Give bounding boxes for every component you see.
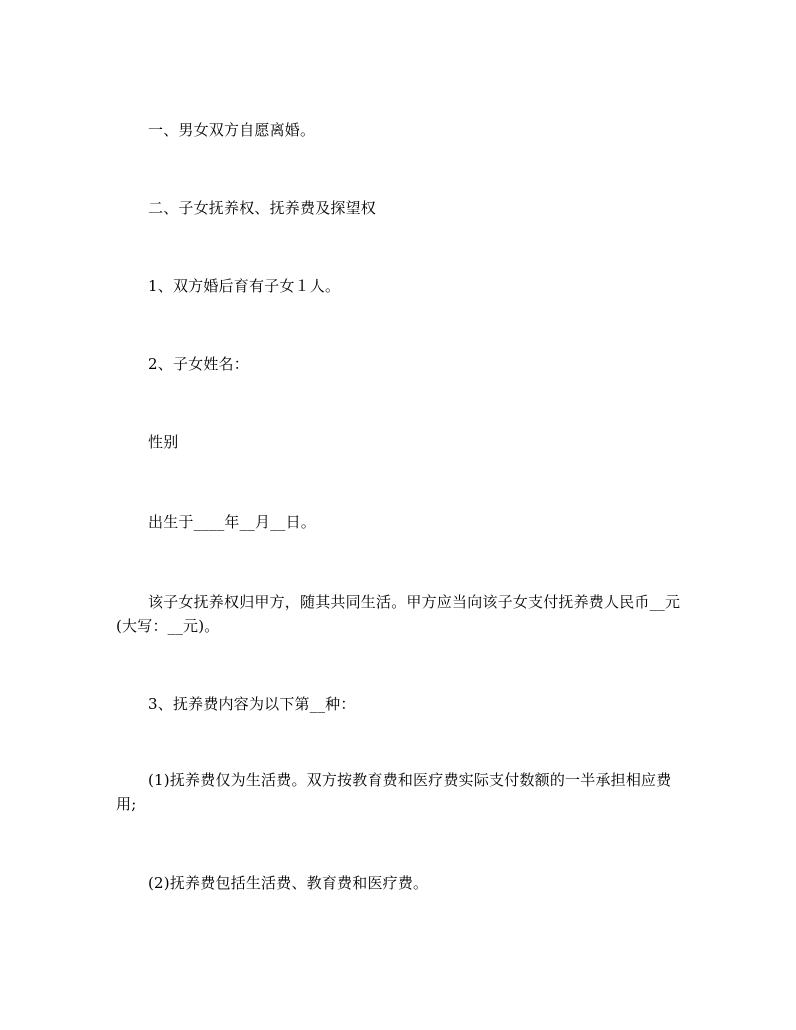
paragraph-support-option-1: (1)抚养费仅为生活费。双方按教育费和医疗费实际支付数额的一半承担相应费用; — [116, 771, 672, 813]
paragraph-custody-terms: 该子女抚养权归甲方，随其共同生活。甲方应当向该子女支付抚养费人民币__元(大写：__元)。 — [116, 593, 681, 635]
paragraph-support-content: 3、抚养费内容为以下第__种： — [148, 695, 356, 713]
paragraph-child-birthdate: 出生于____年__月__日。 — [148, 513, 317, 531]
paragraph-children-count: 1、双方婚后育有子女１人。 — [148, 277, 341, 295]
paragraph-child-gender: 性别 — [148, 433, 179, 451]
paragraph-child-name: 2、子女姓名： — [148, 355, 249, 373]
paragraph-divorce-agreement: 一、男女双方自愿离婚。 — [148, 121, 316, 139]
paragraph-custody-heading: 二、子女抚养权、抚养费及探望权 — [148, 199, 377, 217]
paragraph-support-option-2: (2)抚养费包括生活费、教育费和医疗费。 — [148, 874, 429, 892]
